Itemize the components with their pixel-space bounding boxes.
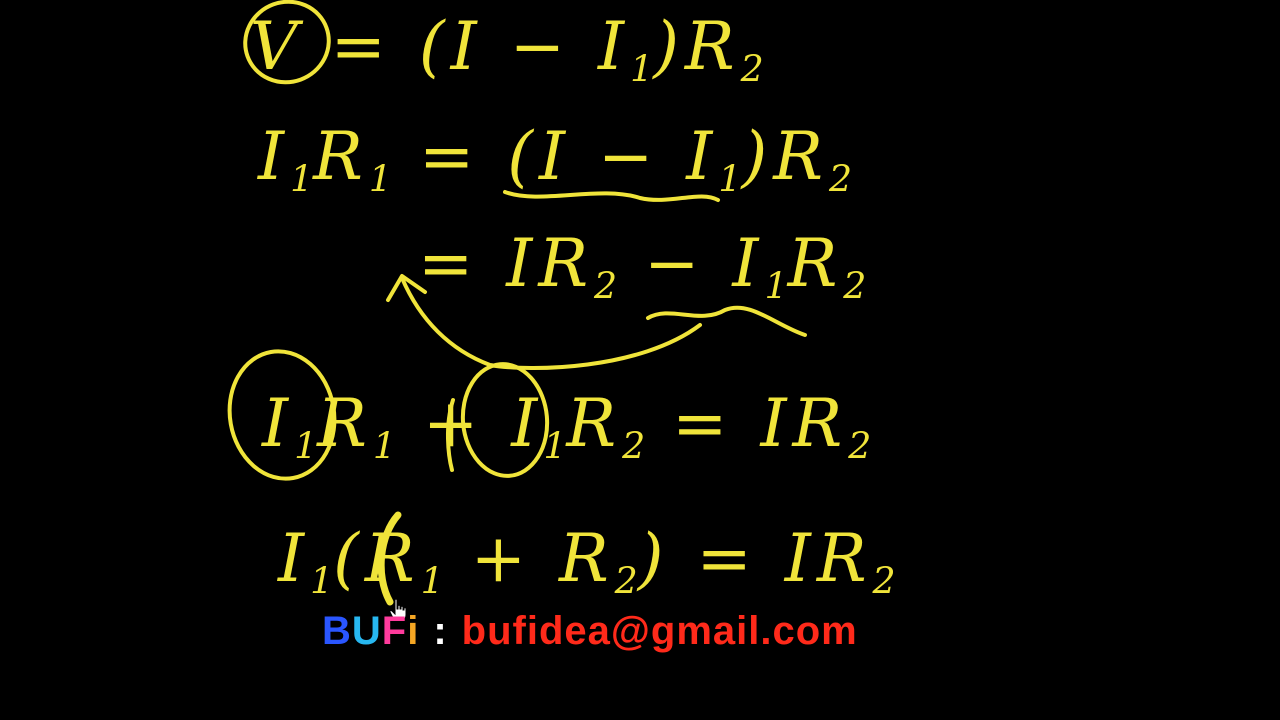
eq2-subscript: 1 bbox=[718, 157, 742, 201]
wavy-underline-annotation bbox=[648, 308, 805, 335]
eq3-part: = IR bbox=[418, 225, 595, 302]
equation-3 bbox=[418, 225, 866, 308]
eq1-part: = (I − I bbox=[303, 8, 631, 85]
equation-2 bbox=[258, 118, 852, 201]
equation-4 bbox=[262, 385, 871, 468]
eq4-subscript: 1 bbox=[543, 424, 567, 468]
eq1-subscript: 1 bbox=[630, 47, 654, 91]
eq1-part: V bbox=[250, 8, 304, 85]
eq2-part: )R bbox=[741, 118, 829, 195]
eq4-part: + I bbox=[395, 385, 544, 462]
eq3-subscript: 2 bbox=[594, 264, 618, 308]
eq4-subscript: 2 bbox=[848, 424, 872, 468]
eq5-subscript: 2 bbox=[614, 559, 638, 603]
eq3-part: R bbox=[787, 225, 844, 302]
eq5-part: I bbox=[278, 520, 311, 597]
eq4-part: R bbox=[317, 385, 373, 462]
watermark-footer bbox=[322, 605, 858, 657]
eq2-subscript: 1 bbox=[290, 157, 314, 201]
footer-separator: : bbox=[433, 609, 448, 653]
equation-1 bbox=[250, 8, 764, 91]
eq2-part: I bbox=[258, 118, 291, 195]
eq4-part: I bbox=[262, 385, 295, 462]
eq4-part: = IR bbox=[645, 385, 849, 462]
brand-letter-b: B bbox=[322, 609, 352, 653]
eq4-subscript: 1 bbox=[294, 424, 318, 468]
contact-email: bufidea@gmail.com bbox=[461, 609, 858, 653]
eq5-subscript: 2 bbox=[872, 559, 896, 603]
equation-5 bbox=[278, 520, 896, 603]
eq5-part: (R bbox=[333, 520, 421, 597]
eq3-part: − I bbox=[617, 225, 765, 302]
eq5-subscript: 1 bbox=[420, 559, 444, 603]
eq4-subscript: 2 bbox=[622, 424, 646, 468]
eq4-part: R bbox=[566, 385, 623, 462]
eq2-subscript: 1 bbox=[368, 157, 392, 201]
eq2-part: = (I − I bbox=[391, 118, 719, 195]
eq3-subscript: 2 bbox=[843, 264, 867, 308]
eq5-part: + R bbox=[443, 520, 615, 597]
brand-letter-f: F bbox=[381, 609, 408, 653]
eq2-subscript: 2 bbox=[828, 157, 853, 201]
eq3-subscript: 1 bbox=[764, 264, 788, 308]
eq4-subscript: 1 bbox=[372, 424, 396, 468]
brand-letter-u: U bbox=[351, 609, 382, 653]
eq1-subscript: 2 bbox=[740, 47, 764, 91]
eq5-subscript: 1 bbox=[310, 559, 334, 603]
brand-letter-i: i bbox=[407, 609, 420, 653]
eq5-part: ) = IR bbox=[637, 520, 873, 597]
eq2-part: R bbox=[313, 118, 369, 195]
eq1-part: )R bbox=[653, 8, 741, 85]
